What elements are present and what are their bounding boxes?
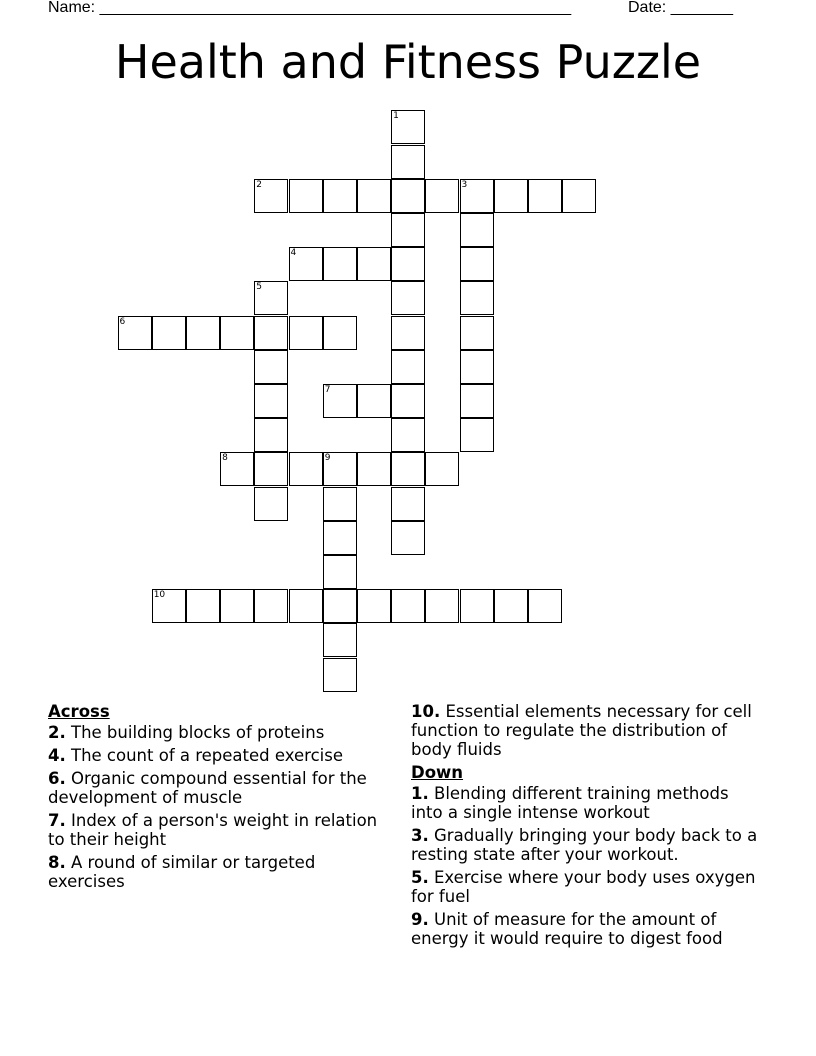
crossword-cell[interactable]: [425, 452, 459, 486]
crossword-cell[interactable]: [391, 452, 425, 486]
clue-number: 8: [222, 453, 228, 464]
crossword-cell[interactable]: [460, 418, 494, 452]
crossword-cell[interactable]: [528, 179, 562, 213]
crossword-cell[interactable]: [460, 179, 494, 213]
crossword-cell[interactable]: [391, 350, 425, 384]
clue-item: [411, 868, 763, 906]
clue-item: [48, 723, 388, 742]
clue-number: 7: [324, 384, 331, 395]
crossword-cell[interactable]: [494, 179, 528, 213]
clue-number: 1: [393, 111, 399, 122]
clue-number: 5.: [411, 868, 429, 887]
clue-number: 7.: [48, 811, 66, 830]
crossword-cell[interactable]: [460, 589, 494, 623]
crossword-cell[interactable]: [460, 384, 494, 418]
page-title: Health and Fitness Puzzle: [114, 35, 702, 89]
crossword-cell[interactable]: [254, 384, 288, 418]
across-heading: Across: [48, 702, 110, 721]
clue-number: 2: [256, 179, 263, 190]
crossword-cell[interactable]: [289, 589, 323, 623]
crossword-cell[interactable]: [323, 658, 357, 692]
clue-number: 8.: [48, 853, 66, 872]
crossword-cell[interactable]: [254, 589, 288, 623]
crossword-cell[interactable]: [254, 350, 288, 384]
crossword-cell[interactable]: [323, 623, 357, 657]
clue-number: 10.: [411, 702, 441, 721]
clue-number: 4.: [48, 746, 66, 765]
clue-item: [411, 784, 763, 822]
name-field-label[interactable]: Name: _____________________________________________________: [48, 0, 572, 16]
crossword-cell[interactable]: [152, 316, 186, 350]
clues-left-column: [48, 702, 388, 895]
crossword-cell[interactable]: [391, 487, 425, 521]
crossword-cell[interactable]: [323, 452, 357, 486]
clue-text: Exercise where your body uses oxygen for fuel: [411, 868, 756, 906]
crossword-cell[interactable]: [323, 589, 357, 623]
clue-number: 3.: [411, 826, 429, 845]
crossword-cell[interactable]: [323, 316, 357, 350]
crossword-cell[interactable]: [357, 452, 391, 486]
crossword-cell[interactable]: [254, 316, 288, 350]
crossword-cell[interactable]: [118, 316, 152, 350]
crossword-cell[interactable]: [460, 316, 494, 350]
down-clue-list: [411, 784, 763, 948]
crossword-cell[interactable]: [391, 418, 425, 452]
clue-text: Unit of measure for the amount of energy it would require to digest food: [411, 910, 723, 948]
clue-text: A round of similar or targeted exercises: [48, 853, 316, 891]
clue-text: The building blocks of proteins: [71, 723, 325, 742]
crossword-cell[interactable]: [220, 589, 254, 623]
crossword-cell[interactable]: [254, 281, 288, 315]
across-clue-list-continued: [411, 702, 763, 759]
crossword-cell[interactable]: [460, 350, 494, 384]
clue-number: 6.: [48, 769, 66, 788]
crossword-cell[interactable]: [254, 179, 288, 213]
crossword-cell[interactable]: [528, 589, 562, 623]
crossword-cell[interactable]: [323, 487, 357, 521]
crossword-cell[interactable]: [323, 179, 357, 213]
crossword-cell[interactable]: [391, 384, 425, 418]
crossword-cell[interactable]: [254, 487, 288, 521]
clue-item: [411, 910, 763, 948]
clue-number: 1.: [411, 784, 429, 803]
clue-item: [48, 853, 388, 891]
crossword-cell[interactable]: [323, 384, 357, 418]
crossword-cell[interactable]: [391, 521, 425, 555]
crossword-cell[interactable]: [460, 247, 494, 281]
crossword-cell[interactable]: [254, 452, 288, 486]
crossword-cell[interactable]: [391, 145, 425, 179]
crossword-cell[interactable]: [323, 521, 357, 555]
crossword-cell[interactable]: [391, 281, 425, 315]
clue-item: [411, 702, 763, 759]
clue-text: Organic compound essential for the development of muscle: [48, 769, 367, 807]
crossword-cell[interactable]: [391, 247, 425, 281]
crossword-cell[interactable]: [460, 281, 494, 315]
clue-item: [48, 811, 388, 849]
crossword-cell[interactable]: [220, 316, 254, 350]
clue-item: [48, 769, 388, 807]
clue-item: [48, 746, 388, 765]
crossword-cell[interactable]: [357, 179, 391, 213]
clue-number: 9.: [411, 910, 429, 929]
crossword-cell[interactable]: [289, 316, 323, 350]
crossword-cell[interactable]: [391, 179, 425, 213]
clue-number: 4: [290, 248, 297, 259]
clue-number: 10: [153, 590, 166, 601]
crossword-cell[interactable]: [425, 589, 459, 623]
crossword-cell[interactable]: [289, 179, 323, 213]
crossword-cell[interactable]: [391, 213, 425, 247]
crossword-cell[interactable]: [391, 589, 425, 623]
crossword-cell[interactable]: [152, 589, 186, 623]
clues-right-column: [411, 702, 763, 952]
clue-text: Index of a person's weight in relation to their height: [48, 811, 378, 849]
crossword-cell[interactable]: [323, 247, 357, 281]
crossword-cell[interactable]: [186, 589, 220, 623]
clue-text: Gradually bringing your body back to a resting state after your workout.: [411, 826, 758, 864]
clue-text: Blending different training methods into a single intense workout: [411, 784, 729, 822]
clue-number: 2.: [48, 723, 66, 742]
crossword-cell[interactable]: [357, 384, 391, 418]
crossword-cell[interactable]: [323, 555, 357, 589]
crossword-cell[interactable]: [460, 213, 494, 247]
crossword-cell[interactable]: [289, 452, 323, 486]
clue-text: Essential elements necessary for cell function to regulate the distribution of body fluids: [411, 702, 752, 759]
crossword-cell[interactable]: [425, 179, 459, 213]
date-field-label[interactable]: Date: _______: [628, 0, 733, 16]
across-clue-list: [48, 723, 388, 891]
down-heading: Down: [411, 763, 464, 782]
crossword-cell[interactable]: [391, 316, 425, 350]
clue-number: 5: [256, 282, 263, 293]
clue-number: 6: [119, 316, 126, 327]
clue-item: [411, 826, 763, 864]
crossword-cell[interactable]: [494, 589, 528, 623]
clue-text: The count of a repeated exercise: [71, 746, 343, 765]
crossword-cell[interactable]: [357, 247, 391, 281]
clue-number: 3: [461, 179, 468, 190]
crossword-cell[interactable]: [289, 247, 323, 281]
crossword-cell[interactable]: [254, 418, 288, 452]
crossword-cell[interactable]: [186, 316, 220, 350]
crossword-cell[interactable]: [357, 589, 391, 623]
crossword-cell[interactable]: [391, 110, 425, 144]
crossword-cell[interactable]: [562, 179, 596, 213]
crossword-cell[interactable]: [220, 452, 254, 486]
clue-number: 9: [324, 453, 331, 464]
